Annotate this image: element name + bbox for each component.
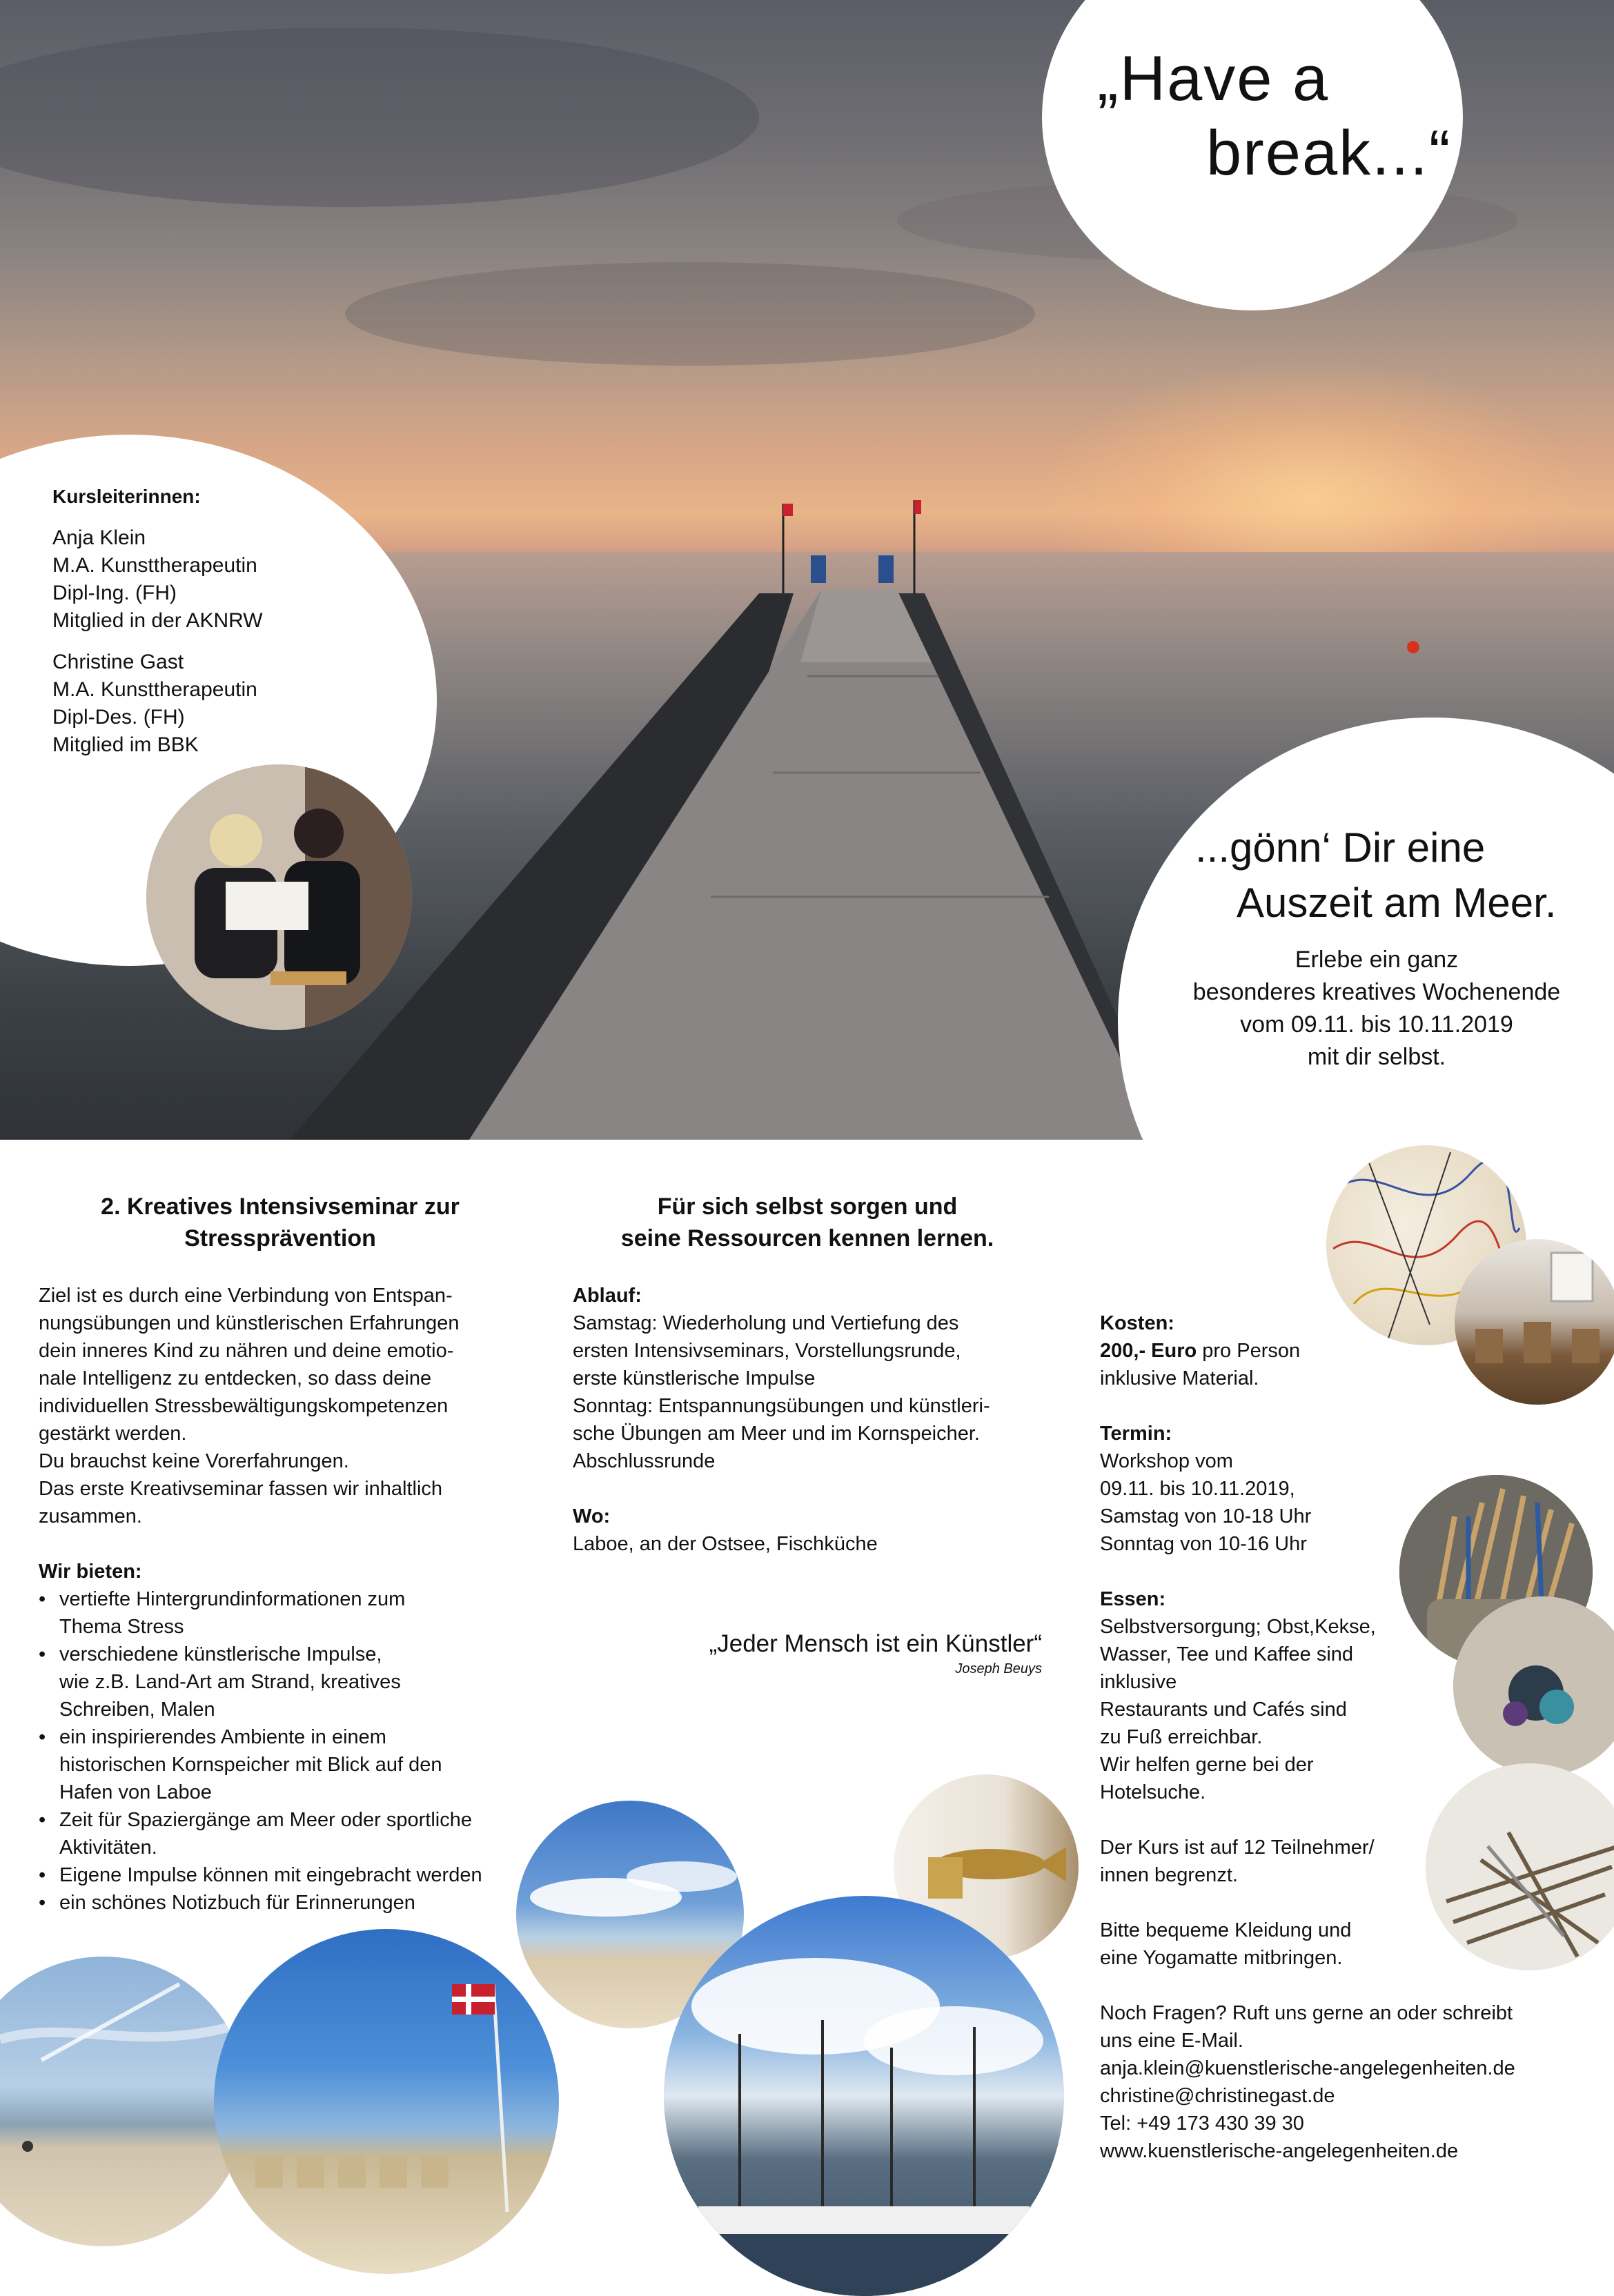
seminar-title [39,1191,522,1254]
photo-beach-flag [214,1929,559,2274]
saturday-label: Samstag: [573,1312,658,1334]
leader-line: Dipl-Ing. (FH) [52,582,177,604]
intro-line: dein inneres Kind zu nähren und deine emotio- [39,1340,454,1362]
email-anja-link[interactable]: anja.klein@kuenstlerische-angelegenheiten.de [1100,2057,1515,2079]
offer-item: • Zeit für Spaziergänge am Meer oder sportliche Aktivitäten. [39,1806,549,1861]
beach-sky-drawing [0,1957,248,2246]
email-christine-link[interactable]: christine@christinegast.de [1100,2085,1335,2107]
schedule-title [566,1191,1049,1254]
leaders-heading: Kursleiterinnen: [52,486,201,507]
kosten-heading: Kosten: [1100,1312,1174,1334]
offer-item: • vertiefte Hintergrundinformationen zum Thema Stress [39,1585,549,1641]
tagline-line1: „Have a [1097,43,1330,114]
quote: „Jeder Mensch ist ein Künstler“ [709,1630,1042,1657]
wo-text: Laboe, an der Ostsee, Fischküche [573,1533,878,1555]
seminar-intro [39,1282,535,1530]
intro-line: Ziel ist es durch eine Verbindung von Entspan- [39,1285,453,1307]
leader-line: M.A. Kunsttherapeutin [52,678,257,701]
offer-sub-line: besonderes kreatives Wochenende [1192,979,1561,1005]
phone-number: Tel: +49 173 430 39 30 [1100,2112,1304,2135]
leader-line: M.A. Kunsttherapeutin [52,554,257,577]
leader-line: Dipl-Des. (FH) [52,706,185,729]
ablauf-heading: Ablauf: [573,1285,642,1307]
website-link[interactable]: www.kuenstlerische-angelegenheiten.de [1100,2140,1459,2162]
photo-beach-sky [0,1957,248,2246]
offer-item: • ein schönes Notizbuch für Erinnerungen [39,1889,549,1917]
leader-christine-gast [52,649,257,759]
tagline-line2: break...“ [1206,118,1452,188]
offer-sub-line: Erlebe ein ganz [1295,947,1459,973]
termin-heading: Termin: [1100,1423,1172,1445]
leaders-photo [146,764,412,1030]
intro-line: nungsübungen und künstlerischen Erfahrungen [39,1312,460,1334]
kosten-amount: 200,- Euro [1100,1340,1197,1362]
offer-line1: ...gönn‘ Dir eine [1195,824,1486,871]
intro-line: Du brauchst keine Vorerfahrungen. [39,1450,349,1472]
contact-block: Noch Fragen? Ruft uns gerne an oder schreibt uns eine E-Mail. anja.klein@kuenstlerische-angelegenheiten.de christine@christinegast.de Tel: +49 173 430 39 30 www.kuenstlerische-angelegenheiten.de [1100,1999,1611,2165]
schedule-block: Ablauf: Samstag: Wiederholung und Vertiefung des ersten Intensivseminars, Vorstellungsrunde, erste künstlerische Impulse Sonntag: Entspannungsübungen und künstleri- sche Übungen am Meer und im Kornspeicher. Abschlussrunde Wo: Laboe, an der Ostsee, Fischküche [573,1282,1049,1558]
room-drawing [1455,1239,1614,1405]
info-block: Kosten: 200,- Euro pro Person inklusive Material. Termin: Workshop vom 09.11. bis 10.11.2019, Samstag von 10-18 Uhr Sonntag von 10-16 Uhr Essen: Selbstversorgung; Obst,Kekse, Wasser, Tee und Kaffee sind inklusive Restaurants und Cafés sind zu Fuß erreichbar. Wir helfen gerne bei der Hotelsuche. Der Kurs ist auf 12 Teilnehmer/ innen begrenzt. Bitte bequeme Kleidung und eine Yogamatte mitbringen. [1100,1309,1486,1999]
intro-line: gestärkt werden. [39,1423,187,1445]
schedule-title-line: seine Ressourcen kennen lernen. [620,1225,994,1251]
leader-line: Christine Gast [52,651,184,673]
offers-list [39,1585,549,1917]
quote-author: Joseph Beuys [955,1661,1042,1676]
leader-line: Mitglied im BBK [52,733,199,756]
sunday-label: Sonntag: [573,1395,653,1417]
leader-line: Mitglied in der AKNRW [52,609,263,632]
photo-seminar-room [1455,1239,1614,1405]
offer-sub-line: mit dir selbst. [1307,1044,1446,1070]
offer-sub-line: vom 09.11. bis 10.11.2019 [1240,1011,1513,1038]
offer-subtext [1139,944,1614,1073]
offer-line2: Auszeit am Meer. [1237,880,1557,926]
photo-harbor [664,1896,1064,2296]
offer-item: • ein inspirierendes Ambiente in einem historischen Kornspeicher mit Blick auf den Hafen von Laboe [39,1723,549,1806]
intro-line: nale Intelligenz zu entdecken, so dass deine [39,1367,432,1389]
leader-line: Anja Klein [52,526,146,549]
beach-cabin [878,555,894,583]
offer-item: • Eigene Impulse können mit eingebracht werden [39,1861,549,1889]
offer-item: • verschiedene künstlerische Impulse, wie z.B. Land-Art am Strand, kreatives Schreiben, Malen [39,1641,549,1723]
intro-line: Das erste Kreativseminar fassen wir inhaltlich [39,1478,443,1500]
essen-heading: Essen: [1100,1588,1166,1610]
schedule-title-line: Für sich selbst sorgen und [657,1194,958,1220]
leaders-photo-drawing [146,764,412,1030]
intro-line: zusammen. [39,1505,142,1527]
wo-heading: Wo: [573,1505,611,1527]
seminar-title-line: 2. Kreatives Intensivseminar zur [101,1194,460,1220]
intro-line: individuellen Stressbewältigungskompetenzen [39,1395,449,1417]
seminar-title-line: Stressprävention [184,1225,376,1251]
flag-drawing [214,1929,559,2274]
buoy [1407,641,1419,653]
leader-anja-klein [52,524,263,635]
offers-heading: Wir bieten: [39,1561,142,1583]
beach-cabin [811,555,826,583]
harbor-drawing [664,1896,1064,2296]
